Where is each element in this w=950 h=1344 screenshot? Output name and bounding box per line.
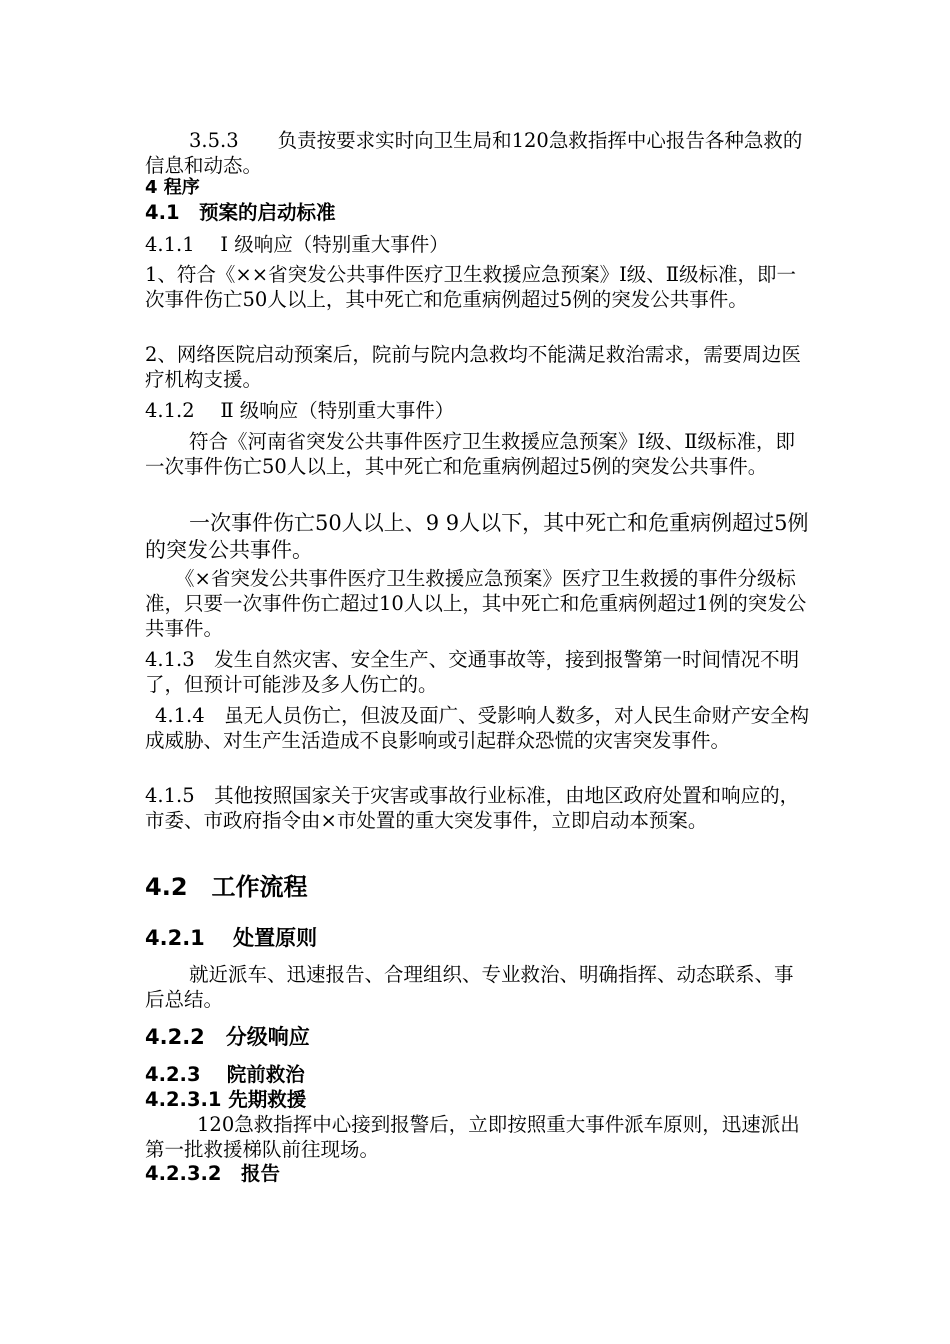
paragraph-4-1-2-a: 符合《河南省突发公共事件医疗卫生救援应急预案》Ⅰ级、Ⅱ级标准，即一次事件伤亡50人以上，其中死亡和危重病例超过5例的突发公共事件。 [145, 430, 795, 478]
paragraph-4-1-4: 4.1.4 虽无人员伤亡，但波及面广、受影响人数多，对人民生命财产安全构成威胁、对生产生活造成不良影响或引起群众恐慌的灾害突发事件。 [145, 704, 810, 752]
heading-4-2: 4.2 工作流程 [145, 873, 308, 901]
heading-4-2-3-1: 4.2.3.1 先期救援 [145, 1088, 307, 1111]
paragraph-4-2-3-1: 120急救指挥中心接到报警后，立即按照重大事件派车原则，迅速派出第一批救援梯队前往现场。 [145, 1113, 800, 1161]
paragraph-4-1-1-a: 1、符合《××省突发公共事件医疗卫生救援应急预案》Ⅰ级、Ⅱ级标准，即一次事件伤亡50人以上，其中死亡和危重病例超过5例的突发公共事件。 [145, 263, 797, 311]
paragraph-4-1-2-c: 《×省突发公共事件医疗卫生救援应急预案》医疗卫生救援的事件分级标准，只要一次事件伤亡超过10人以上，其中死亡和危重病例超过1例的突发公共事件。 [145, 567, 807, 640]
heading-4-1: 4.1 预案的启动标准 [145, 201, 336, 224]
paragraph-4-1-1-b: 2、网络医院启动预案后，院前与院内急救均不能满足救治需求，需要周边医疗机构支援。 [145, 343, 801, 391]
heading-4-2-3: 4.2.3 院前救治 [145, 1063, 305, 1086]
heading-4-2-3-2: 4.2.3.2 报告 [145, 1162, 280, 1185]
heading-4-2-1: 4.2.1 处置原则 [145, 926, 318, 950]
heading-4-2-2: 4.2.2 分级响应 [145, 1025, 310, 1049]
heading-4: 4 程序 [145, 177, 200, 198]
heading-4-1-2: 4.1.2 Ⅱ 级响应（特别重大事件） [145, 399, 455, 422]
paragraph-4-1-2-b: 一次事件伤亡50人以上、9 9人以下，其中死亡和危重病例超过5例的突发公共事件。 [145, 511, 809, 562]
paragraph-4-1-5: 4.1.5 其他按照国家关于灾害或事故行业标准，由地区政府处置和响应的，市委、市政府指令由×市处置的重大突发事件，立即启动本预案。 [145, 784, 800, 832]
heading-4-1-1: 4.1.1 Ⅰ 级响应（特别重大事件） [145, 233, 449, 256]
paragraph-4-1-3: 4.1.3 发生自然灾害、安全生产、交通事故等，接到报警第一时间情况不明了，但预计可能涉及多人伤亡的。 [145, 648, 800, 696]
paragraph-3-5-3: 3.5.3 负责按要求实时向卫生局和120急救指挥中心报告各种急救的信息和动态。 [145, 129, 803, 177]
paragraph-4-2-1: 就近派车、迅速报告、合理组织、专业救治、明确指挥、动态联系、事后总结。 [145, 963, 794, 1011]
